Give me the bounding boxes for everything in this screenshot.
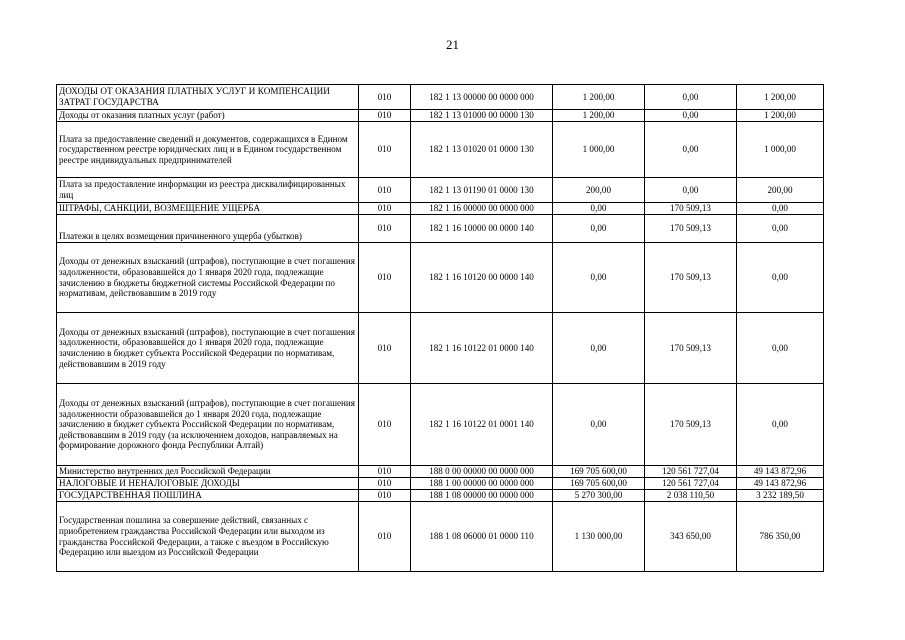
table-row xyxy=(57,243,824,313)
table-row xyxy=(57,85,824,110)
table-row xyxy=(57,178,824,203)
row-admin-code: 010 xyxy=(359,384,411,466)
row-budget-code: 188 1 08 06000 01 0000 110 xyxy=(411,502,553,572)
row-value-1: 169 705 600,00 xyxy=(553,466,645,478)
row-value-2: 120 561 727,04 xyxy=(645,478,737,490)
row-admin-code: 010 xyxy=(359,178,411,203)
row-value-1: 0,00 xyxy=(553,384,645,466)
row-value-2: 170 509,13 xyxy=(645,203,737,215)
row-value-3: 3 232 189,50 xyxy=(737,490,824,502)
table-row xyxy=(57,215,824,243)
row-name: Платежи в целях возмещения причиненного ущерба (убытков) xyxy=(57,215,359,243)
row-value-2: 0,00 xyxy=(645,110,737,122)
row-budget-code: 182 1 13 01190 01 0000 130 xyxy=(411,178,553,203)
row-name: ГОСУДАРСТВЕННАЯ ПОШЛИНА xyxy=(57,490,359,502)
row-name: ДОХОДЫ ОТ ОКАЗАНИЯ ПЛАТНЫХ УСЛУГ И КОМПЕНСАЦИИ ЗАТРАТ ГОСУДАРСТВА xyxy=(57,85,359,110)
table-row xyxy=(57,502,824,572)
row-admin-code: 010 xyxy=(359,215,411,243)
row-name: Плата за предоставление информации из реестра дисквалифицированных лиц xyxy=(57,178,359,203)
table-row xyxy=(57,490,824,502)
row-admin-code: 010 xyxy=(359,110,411,122)
table-row xyxy=(57,203,824,215)
row-value-1: 0,00 xyxy=(553,215,645,243)
table-row xyxy=(57,466,824,478)
row-value-3: 0,00 xyxy=(737,384,824,466)
row-budget-code: 182 1 16 10000 00 0000 140 xyxy=(411,215,553,243)
row-value-3: 200,00 xyxy=(737,178,824,203)
row-value-1: 1 200,00 xyxy=(553,85,645,110)
row-value-3: 0,00 xyxy=(737,243,824,313)
row-name: Государственная пошлина за совершение действий, связанных с приобретением гражданства Российской Федерации или выходом из гражданства Российской Федерации, а также с въездом в Российскую Федерацию или выездом из Российской Федерации xyxy=(57,502,359,572)
row-value-2: 170 509,13 xyxy=(645,313,737,384)
row-value-1: 1 130 000,00 xyxy=(553,502,645,572)
row-value-2: 170 509,13 xyxy=(645,215,737,243)
row-value-3: 0,00 xyxy=(737,215,824,243)
row-value-3: 49 143 872,96 xyxy=(737,466,824,478)
row-budget-code: 182 1 16 10122 01 0001 140 xyxy=(411,384,553,466)
row-budget-code: 182 1 13 01000 00 0000 130 xyxy=(411,110,553,122)
row-admin-code: 010 xyxy=(359,85,411,110)
table-row xyxy=(57,110,824,122)
row-name: ШТРАФЫ, САНКЦИИ, ВОЗМЕЩЕНИЕ УЩЕРБА xyxy=(57,203,359,215)
row-admin-code: 010 xyxy=(359,466,411,478)
row-value-1: 1 200,00 xyxy=(553,110,645,122)
row-budget-code: 182 1 16 10120 00 0000 140 xyxy=(411,243,553,313)
table-row xyxy=(57,122,824,178)
row-budget-code: 188 1 08 00000 00 0000 000 xyxy=(411,490,553,502)
row-value-3: 49 143 872,96 xyxy=(737,478,824,490)
row-value-1: 1 000,00 xyxy=(553,122,645,178)
row-value-1: 0,00 xyxy=(553,313,645,384)
row-budget-code: 182 1 13 01020 01 0000 130 xyxy=(411,122,553,178)
row-admin-code: 010 xyxy=(359,122,411,178)
row-name: НАЛОГОВЫЕ И НЕНАЛОГОВЫЕ ДОХОДЫ xyxy=(57,478,359,490)
row-value-1: 0,00 xyxy=(553,203,645,215)
row-budget-code: 182 1 16 00000 00 0000 000 xyxy=(411,203,553,215)
table-row xyxy=(57,384,824,466)
row-value-1: 200,00 xyxy=(553,178,645,203)
page-number: 21 xyxy=(446,37,459,52)
row-name: Министерство внутренних дел Российской Федерации xyxy=(57,466,359,478)
row-value-1: 5 270 300,00 xyxy=(553,490,645,502)
row-name: Доходы от денежных взысканий (штрафов), поступающие в счет погашения задолженности, образовавшейся до 1 января 2020 года, подлежащие зачислению в бюджеты бюджетной системы Российской Федерации по нормативам, действовавшим в 2019 году xyxy=(57,243,359,313)
row-value-2: 170 509,13 xyxy=(645,384,737,466)
row-value-3: 1 200,00 xyxy=(737,85,824,110)
row-value-2: 0,00 xyxy=(645,178,737,203)
row-budget-code: 188 0 00 00000 00 0000 000 xyxy=(411,466,553,478)
table-row xyxy=(57,478,824,490)
row-budget-code: 188 1 00 00000 00 0000 000 xyxy=(411,478,553,490)
row-value-3: 1 000,00 xyxy=(737,122,824,178)
row-admin-code: 010 xyxy=(359,243,411,313)
row-value-3: 0,00 xyxy=(737,203,824,215)
row-value-2: 0,00 xyxy=(645,85,737,110)
row-name: Доходы от денежных взысканий (штрафов), поступающие в счет погашения задолженности, образовавшейся до 1 января 2020 года, подлежащие зачислению в бюджет субъекта Российской Федерации по нормативам, действовавшим в 2019 году xyxy=(57,313,359,384)
row-value-1: 169 705 600,00 xyxy=(553,478,645,490)
row-name: Доходы от денежных взысканий (штрафов), поступающие в счет погашения задолженности образовавшейся до 1 января 2020 года, подлежащие зачислению в бюджет субъекта Российской Федерации по нормативам, действовавшим в 2019 году (за исключением доходов, направляемых на формирование дорожного фонда Республики Алтай) xyxy=(57,384,359,466)
row-admin-code: 010 xyxy=(359,313,411,384)
row-name: Плата за предоставление сведений и документов, содержащихся в Едином государственном реестре юридических лиц и в Едином государственном реестре индивидуальных предпринимателей xyxy=(57,122,359,178)
row-admin-code: 010 xyxy=(359,490,411,502)
row-value-3: 1 200,00 xyxy=(737,110,824,122)
row-value-2: 343 650,00 xyxy=(645,502,737,572)
row-value-3: 0,00 xyxy=(737,313,824,384)
row-budget-code: 182 1 16 10122 01 0000 140 xyxy=(411,313,553,384)
row-value-1: 0,00 xyxy=(553,243,645,313)
row-value-2: 120 561 727,04 xyxy=(645,466,737,478)
row-admin-code: 010 xyxy=(359,203,411,215)
table-row xyxy=(57,313,824,384)
row-name: Доходы от оказания платных услуг (работ) xyxy=(57,110,359,122)
row-budget-code: 182 1 13 00000 00 0000 000 xyxy=(411,85,553,110)
row-admin-code: 010 xyxy=(359,478,411,490)
revenue-table xyxy=(56,84,824,572)
row-admin-code: 010 xyxy=(359,502,411,572)
row-value-3: 786 350,00 xyxy=(737,502,824,572)
row-value-2: 2 038 110,50 xyxy=(645,490,737,502)
row-value-2: 170 509,13 xyxy=(645,243,737,313)
row-value-2: 0,00 xyxy=(645,122,737,178)
